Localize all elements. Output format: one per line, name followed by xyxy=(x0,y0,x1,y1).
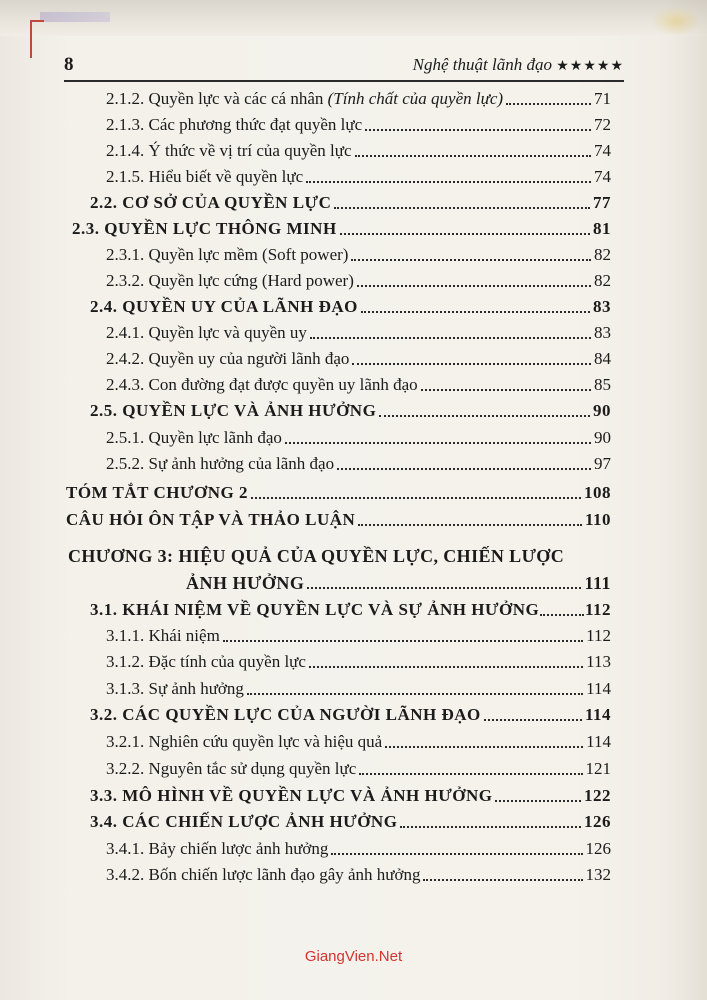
toc-entry-title: 2.4.1. Quyền lực và quyền uy xyxy=(106,323,307,342)
toc-entry-page: 83 xyxy=(593,297,611,316)
toc-entry-title: 3.4. CÁC CHIẾN LƯỢC ẢNH HƯỞNG xyxy=(90,812,398,831)
dot-leader xyxy=(340,233,590,235)
toc-entry-page: 85 xyxy=(594,375,611,394)
dot-leader xyxy=(423,879,582,881)
toc-entry-3-1[interactable] xyxy=(90,597,611,621)
scan-mark xyxy=(40,12,110,22)
toc-entry-title: 3.4.1. Bảy chiến lược ảnh hưởng xyxy=(106,839,329,858)
toc-entry-page: 111 xyxy=(584,573,611,593)
toc-entry-title: 3.1. KHÁI NIỆM VỀ QUYỀN LỰC VÀ SỰ ẢNH HƯỞNG xyxy=(90,600,540,619)
dot-leader xyxy=(421,389,591,391)
toc-entry-title-italic: (Tính chất của quyền lực) xyxy=(327,89,504,108)
toc-entry-title: 2.5. QUYỀN LỰC VÀ ẢNH HƯỞNG xyxy=(90,401,377,420)
toc-entry-page: 114 xyxy=(584,705,611,724)
toc-entry-page: 83 xyxy=(594,323,611,342)
toc-entry-title: 2.4.2. Quyền uy của người lãnh đạo xyxy=(106,349,350,368)
dot-leader xyxy=(309,666,583,668)
toc-entry-page: 114 xyxy=(586,679,611,698)
toc-entry-2-5-2[interactable] xyxy=(106,451,611,475)
toc-entry-3-4-1[interactable] xyxy=(106,836,611,860)
dot-leader xyxy=(484,719,582,721)
toc-entry-2-3[interactable] xyxy=(72,216,611,240)
toc-entry-title: 2.5.2. Sự ảnh hưởng của lãnh đạo xyxy=(106,454,335,473)
toc-entry-title: 2.1.3. Các phương thức đạt quyền lực xyxy=(106,115,363,134)
toc-entry-3-4[interactable] xyxy=(90,809,611,833)
toc-entry-title: 3.1.1. Khái niệm xyxy=(106,626,220,645)
toc-entry-chapter-2-summary[interactable] xyxy=(66,480,611,504)
toc-entry-3-2-1[interactable] xyxy=(106,729,611,753)
running-title-text: Nghệ thuật lãnh đạo xyxy=(412,55,552,74)
running-title xyxy=(413,55,624,75)
toc-entry-2-3-2[interactable] xyxy=(106,268,611,292)
toc-entry-page: 112 xyxy=(586,626,611,645)
toc-entry-3-1-3[interactable] xyxy=(106,676,611,700)
toc-entry-2-5[interactable] xyxy=(90,398,611,422)
dot-leader xyxy=(306,181,591,183)
toc-chapter-3-line-1[interactable]: CHƯƠNG 3: HIỆU QUẢ CỦA QUYỀN LỰC, CHIẾN LƯỢC xyxy=(68,546,565,566)
dot-leader xyxy=(337,468,591,470)
toc-entry-2-5-1[interactable] xyxy=(106,425,611,449)
red-corner-rule xyxy=(30,20,32,58)
toc-entry-title: 2.1.4. Ý thức về vị trí của quyền lực xyxy=(106,141,352,160)
dot-leader xyxy=(379,415,590,417)
toc-entry-page: 90 xyxy=(593,401,611,420)
dot-leader xyxy=(285,442,591,444)
red-corner-rule-top xyxy=(30,20,44,22)
toc-entry-title: 2.3. QUYỀN LỰC THÔNG MINH xyxy=(72,219,337,238)
watermark: GiangVien.Net xyxy=(304,948,403,965)
dot-leader xyxy=(357,285,591,287)
toc-entry-page: 74 xyxy=(594,141,611,160)
dot-leader xyxy=(359,773,582,775)
toc-entry-title: CÂU HỎI ÔN TẬP VÀ THẢO LUẬN xyxy=(66,510,356,529)
toc-entry-title: 2.1.5. Hiểu biết về quyền lực xyxy=(106,167,304,186)
toc-entry-page: 110 xyxy=(584,510,611,529)
toc-entry-chapter-2-review[interactable] xyxy=(66,507,611,531)
toc-entry-page: 71 xyxy=(594,89,611,108)
toc-entry-3-4-2[interactable] xyxy=(106,862,611,886)
toc-entry-title: TÓM TẮT CHƯƠNG 2 xyxy=(66,483,248,502)
toc-entry-page: 132 xyxy=(585,865,611,884)
dot-leader xyxy=(355,155,591,157)
toc-entry-3-1-1[interactable] xyxy=(106,623,611,647)
toc-entry-title: 2.2. CƠ SỞ CỦA QUYỀN LỰC xyxy=(90,193,332,212)
toc-entry-page: 82 xyxy=(594,245,611,264)
toc-entry-title: 2.3.2. Quyền lực cứng (Hard power) xyxy=(106,271,354,290)
toc-entry-title: 2.5.1. Quyền lực lãnh đạo xyxy=(106,428,282,447)
dot-leader xyxy=(358,524,582,526)
toc-entry-page: 113 xyxy=(586,652,611,671)
toc-entry-page: 112 xyxy=(584,600,611,619)
header-divider xyxy=(64,80,624,82)
toc-entry-3-3[interactable] xyxy=(90,783,611,807)
page-header xyxy=(64,54,624,78)
toc-entry-page: 121 xyxy=(585,759,611,778)
toc-entry-page: 126 xyxy=(585,839,611,858)
toc-entry-2-2[interactable] xyxy=(90,190,611,214)
toc-entry-title: 3.2.2. Nguyên tắc sử dụng quyền lực xyxy=(106,759,357,778)
toc-entry-title: 3.4.2. Bốn chiến lược lãnh đạo gây ảnh hưởng xyxy=(106,865,421,884)
dot-leader xyxy=(506,103,591,105)
toc-entry-title: 3.2.1. Nghiên cứu quyền lực và hiệu quả xyxy=(106,732,383,751)
toc-entry-page: 84 xyxy=(594,349,611,368)
toc-entry-page: 122 xyxy=(584,786,611,805)
dot-leader xyxy=(400,826,581,828)
toc-entry-page: 74 xyxy=(594,167,611,186)
toc-entry-2-4-1[interactable] xyxy=(106,320,611,344)
toc-chapter-3-line-2: ẢNH HƯỞNG xyxy=(186,573,305,593)
toc-entry-2-3-1[interactable] xyxy=(106,242,611,266)
toc-entry-title: 3.3. MÔ HÌNH VỀ QUYỀN LỰC VÀ ẢNH HƯỞNG xyxy=(90,786,493,805)
toc-entry-page: 77 xyxy=(593,193,611,212)
toc-entry-3-1-2[interactable] xyxy=(106,649,611,673)
dot-leader xyxy=(247,693,583,695)
toc-entry-2-4-3[interactable] xyxy=(106,372,611,396)
toc-entry-page: 72 xyxy=(594,115,611,134)
toc-entry-page: 108 xyxy=(584,483,611,502)
toc-entry-title: 3.1.2. Đặc tính của quyền lực xyxy=(106,652,306,671)
toc-entry-2-1-2[interactable] xyxy=(106,86,611,110)
dot-leader xyxy=(361,311,590,313)
page-number: 8 xyxy=(64,54,74,75)
toc-entry-page: 97 xyxy=(594,454,611,473)
dot-leader xyxy=(310,337,591,339)
toc-entry-2-1-5[interactable] xyxy=(106,164,611,188)
toc-entry-title: 3.1.3. Sự ảnh hưởng xyxy=(106,679,244,698)
toc-entry-3-2-2[interactable] xyxy=(106,756,611,780)
dot-leader xyxy=(223,640,583,642)
toc-entry-2-1-4[interactable] xyxy=(106,138,611,162)
toc-entry-title: 3.2. CÁC QUYỀN LỰC CỦA NGƯỜI LÃNH ĐẠO xyxy=(90,705,481,724)
toc-entry-page: 82 xyxy=(594,271,611,290)
toc-chapter-3[interactable] xyxy=(186,570,611,594)
dot-leader xyxy=(334,207,590,209)
toc-entry-2-1-3[interactable] xyxy=(106,112,611,136)
dot-leader xyxy=(331,853,582,855)
dot-leader xyxy=(351,259,591,261)
toc-entry-3-2[interactable] xyxy=(90,702,611,726)
dot-leader xyxy=(251,497,581,499)
page-gutter-shadow xyxy=(667,0,707,1000)
toc-entry-page: 81 xyxy=(593,219,611,238)
toc-entry-page: 114 xyxy=(586,732,611,751)
toc-entry-title: 2.4. QUYỀN UY CỦA LÃNH ĐẠO xyxy=(90,297,358,316)
dot-leader xyxy=(307,587,581,589)
toc-entry-title: 2.3.1. Quyền lực mềm (Soft power) xyxy=(106,245,349,264)
toc-entry-page: 90 xyxy=(594,428,611,447)
dot-leader xyxy=(365,129,591,131)
rating-stars: ★★★★★ xyxy=(556,59,624,74)
toc-entry-2-4-2[interactable] xyxy=(106,346,611,370)
toc-entry-title: 2.1.2. Quyền lực và các cá nhân (Tính chất của quyền lực) xyxy=(106,89,504,108)
toc-entry-title: 2.4.3. Con đường đạt được quyền uy lãnh đạo xyxy=(106,375,418,394)
toc-entry-2-4[interactable] xyxy=(90,294,611,318)
dot-leader xyxy=(385,746,583,748)
dot-leader xyxy=(495,800,581,802)
dot-leader xyxy=(352,363,591,365)
dot-leader xyxy=(540,614,584,616)
toc-entry-page: 126 xyxy=(584,812,611,831)
